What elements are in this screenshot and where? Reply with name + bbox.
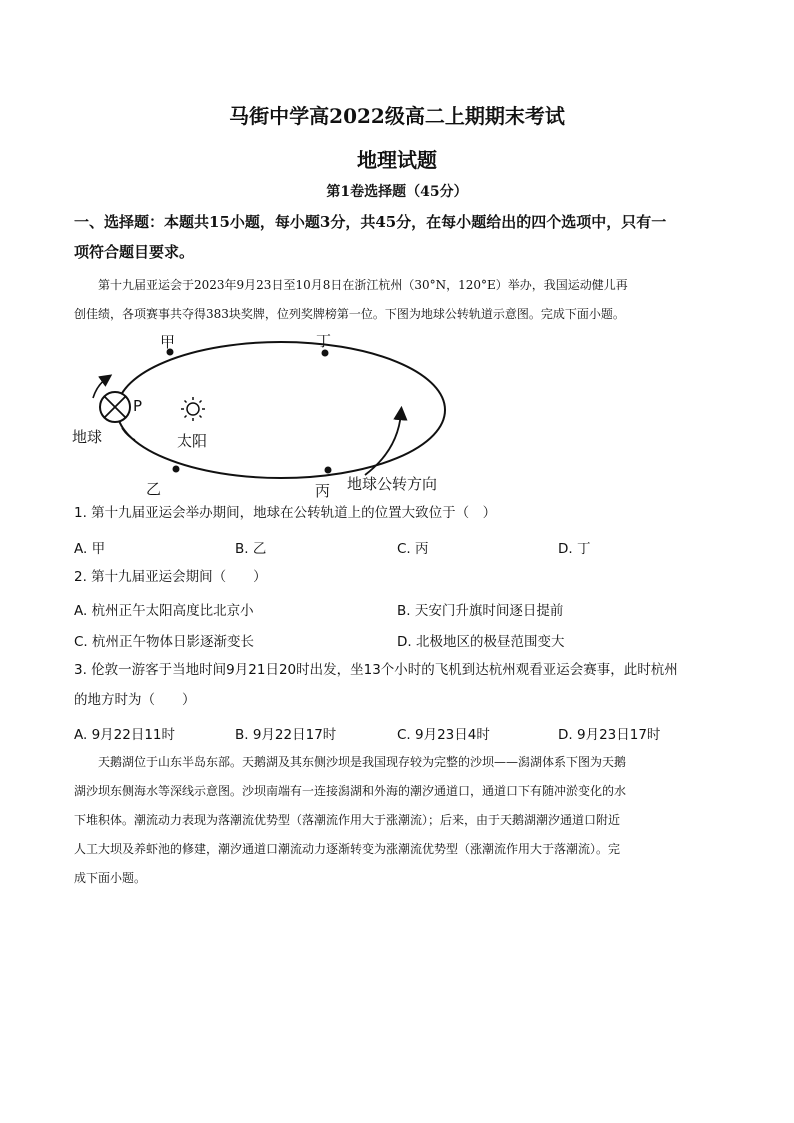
subject-title: 地理试题 (357, 148, 437, 172)
question-1-stem: 1. 第十九届亚运会举办期间，地球在公转轨道上的位置大致位于（ ） (74, 505, 497, 521)
q3-option-a[interactable]: A. 9月22日11时 (74, 727, 176, 743)
point-yi (173, 466, 180, 473)
passage2-line3: 下堆积体。潮流动力表现为落潮流优势型（落潮流作用大于涨潮流）；后来，由于天鹅湖潮汐通道口附近 (74, 813, 621, 827)
section-heading (74, 207, 724, 267)
passage2-line1: 天鹅湖位于山东半岛东部。天鹅湖及其东侧沙坝是我国现存较为完整的沙坝——潟湖体系下图为天鹅 (98, 755, 627, 769)
q3-option-d[interactable]: D. 9月23日17时 (558, 727, 661, 743)
section-heading-line1: 一、选择题：本题共15小题，每小题3分，共45分，在每小题给出的四个选项中，只有一 (74, 213, 667, 231)
q1-option-b[interactable]: B. 乙 (235, 541, 267, 557)
passage1-line2: 创佳绩，各项赛事共夺得383块奖牌，位列奖牌榜第一位。下图为地球公转轨道示意图。完成下面小题。 (74, 307, 625, 321)
earth-icon (100, 392, 130, 422)
label-p: P (133, 397, 143, 415)
q3-option-c[interactable]: C. 9月23日4时 (397, 727, 490, 743)
section-heading-line2: 项符合题目要求。 (74, 243, 195, 261)
label-direction: 地球公转方向 (347, 475, 438, 493)
q2-option-b[interactable]: B. 天安门升旗时间逐日提前 (397, 603, 564, 619)
question-3-stem-line2: 的地方时为（ ） (74, 692, 196, 708)
q2-option-d[interactable]: D. 北极地区的极昼范围变大 (397, 634, 565, 650)
passage-asian-games (74, 271, 722, 329)
exam-title: 马街中学高2022级高二上期期末考试 (229, 104, 565, 128)
passage2-line5: 成下面小题。 (74, 871, 147, 885)
revolution-direction-arrow (365, 413, 401, 475)
label-jia: 甲 (160, 333, 176, 351)
q1-option-a[interactable]: A. 甲 (74, 541, 106, 557)
q1-option-d[interactable]: D. 丁 (558, 541, 591, 557)
question-3-stem-line1: 3. 伦敦一游客于当地时间9月21日20时出发，坐13个小时的飞机到达杭州观看亚运会赛事，此时杭州 (74, 662, 678, 678)
label-bing: 丙 (315, 482, 331, 500)
passage2-line4: 人工大坝及养虾池的修建，潮汐通道口潮流动力逐渐转变为涨潮流优势型（涨潮流作用大于落潮流）。完 (74, 842, 621, 856)
volume-title: 第1卷选择题（45分） (326, 184, 468, 200)
q3-option-b[interactable]: B. 9月22日17时 (235, 727, 337, 743)
sun-icon (181, 397, 205, 421)
passage-swan-lake (74, 748, 722, 893)
question-2-stem: 2. 第十九届亚运会期间（ ） (74, 569, 267, 585)
q1-option-c[interactable]: C. 丙 (397, 541, 429, 557)
label-yi: 乙 (146, 480, 162, 498)
label-earth: 地球 (72, 428, 103, 446)
q2-option-c[interactable]: C. 杭州正午物体日影逐渐变长 (74, 634, 255, 650)
q2-option-a[interactable]: A. 杭州正午太阳高度比北京小 (74, 603, 254, 619)
orbit-ellipse (117, 342, 445, 478)
passage2-line2: 湖沙坝东侧海水等深线示意图。沙坝南端有一连接潟湖和外海的潮汐通道口，通道口下有随冲淤变化的水 (74, 784, 627, 798)
question-3-stem (74, 655, 724, 715)
label-ding: 丁 (316, 332, 332, 350)
point-bing (325, 467, 332, 474)
label-sun: 太阳 (177, 432, 208, 450)
passage1-line1: 第十九届亚运会于2023年9月23日至10月8日在浙江杭州（30°N，120°E）举办，我国运动健儿再 (98, 278, 628, 292)
